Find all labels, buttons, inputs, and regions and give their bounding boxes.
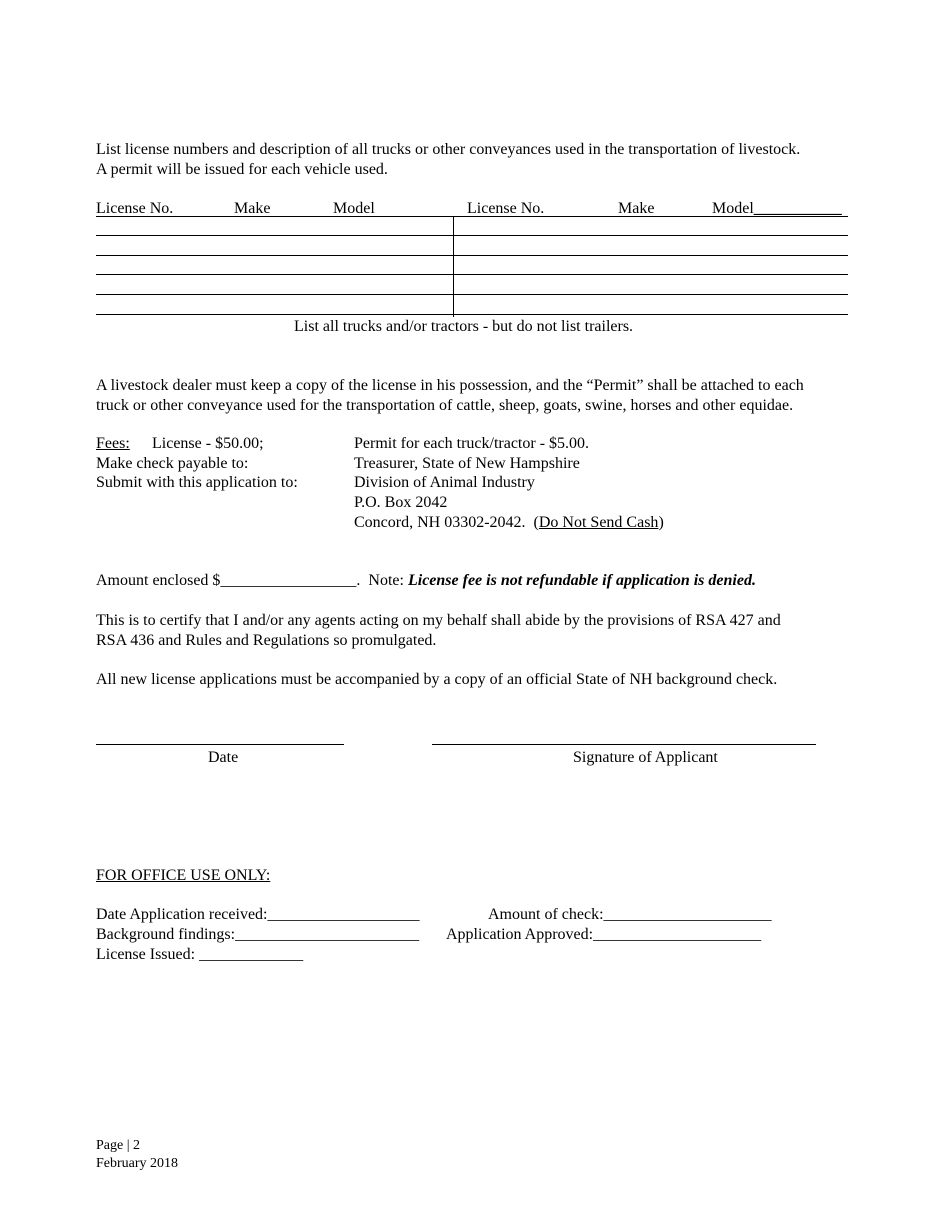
payable-value: Treasurer, State of New Hampshire [354,455,580,472]
permit-fee: Permit for each truck/tractor - $5.00. [354,435,590,452]
application-approved-field[interactable]: Application Approved:_____________________ [446,926,762,943]
payable-label: Make check payable to: [96,455,249,472]
date-signature-line[interactable] [96,744,344,745]
certify-line-2: RSA 436 and Rules and Regulations so promulgated. [96,632,437,649]
table-row-line[interactable] [96,294,848,295]
dealer-notice-line-1: A livestock dealer must keep a copy of the license in his possession, and the “Permit” shall be attached to each [96,377,804,394]
table-note: List all trucks and/or tractors - but do not list trailers. [294,318,634,335]
table-row-line[interactable] [96,274,848,275]
intro-line-1: List license numbers and description of all trucks or other conveyances used in the transportation of livestock. [96,141,801,158]
submit-label: Submit with this application to: [96,474,298,491]
header-license-no-left: License No. [96,200,174,217]
amount-enclosed: Amount enclosed $_________________. Note: License fee is not refundable if application is denied. [96,572,756,589]
header-model-right: Model___________ [712,200,842,217]
signature-label: Signature of Applicant [573,749,718,766]
office-use-title: FOR OFFICE USE ONLY: [96,867,271,884]
header-license-no-right: License No. [467,200,545,217]
amount-of-check-field[interactable]: Amount of check:_____________________ [488,906,772,923]
header-model-left: Model [333,200,375,217]
intro-line-2: A permit will be issued for each vehicle used. [96,161,388,178]
background-findings-field[interactable]: Background findings:_______________________ [96,926,420,943]
footer-date: February 2018 [96,1156,179,1171]
refund-note: License fee is not refundable if application is denied. [407,572,756,589]
background-check-notice: All new license applications must be accompanied by a copy of an official State of NH background check. [96,671,778,688]
dealer-notice-line-2: truck or other conveyance used for the transportation of cattle, sheep, goats, swine, horses and other equidae. [96,397,794,414]
footer-page-number: Page | 2 [96,1138,141,1153]
address-line-1: Division of Animal Industry [354,474,535,491]
no-cash-note: Do Not Send Cash [538,514,659,531]
header-make-left: Make [234,200,271,217]
license-fee: License - $50.00; [152,435,264,452]
amount-enclosed-label: Amount enclosed $_________________. [96,572,361,589]
certify-line-1: This is to certify that I and/or any agents acting on my behalf shall abide by the provisions of RSA 427 and [96,612,781,629]
fees-label: Fees: [96,435,130,452]
address-line-3: Concord, NH 03302-2042. (Do Not Send Cash) [354,514,664,531]
address-line-2: P.O. Box 2042 [354,494,448,511]
table-row-line[interactable] [96,314,848,315]
header-underline [96,216,848,217]
table-row-line[interactable] [96,255,848,256]
date-label: Date [208,749,239,766]
license-issued-field[interactable]: License Issued: _____________ [96,946,304,963]
header-make-right: Make [618,200,655,217]
date-received-field[interactable]: Date Application received:___________________ [96,906,420,923]
table-center-divider [453,217,454,317]
table-row-line[interactable] [96,235,848,236]
applicant-signature-line[interactable] [432,744,816,745]
